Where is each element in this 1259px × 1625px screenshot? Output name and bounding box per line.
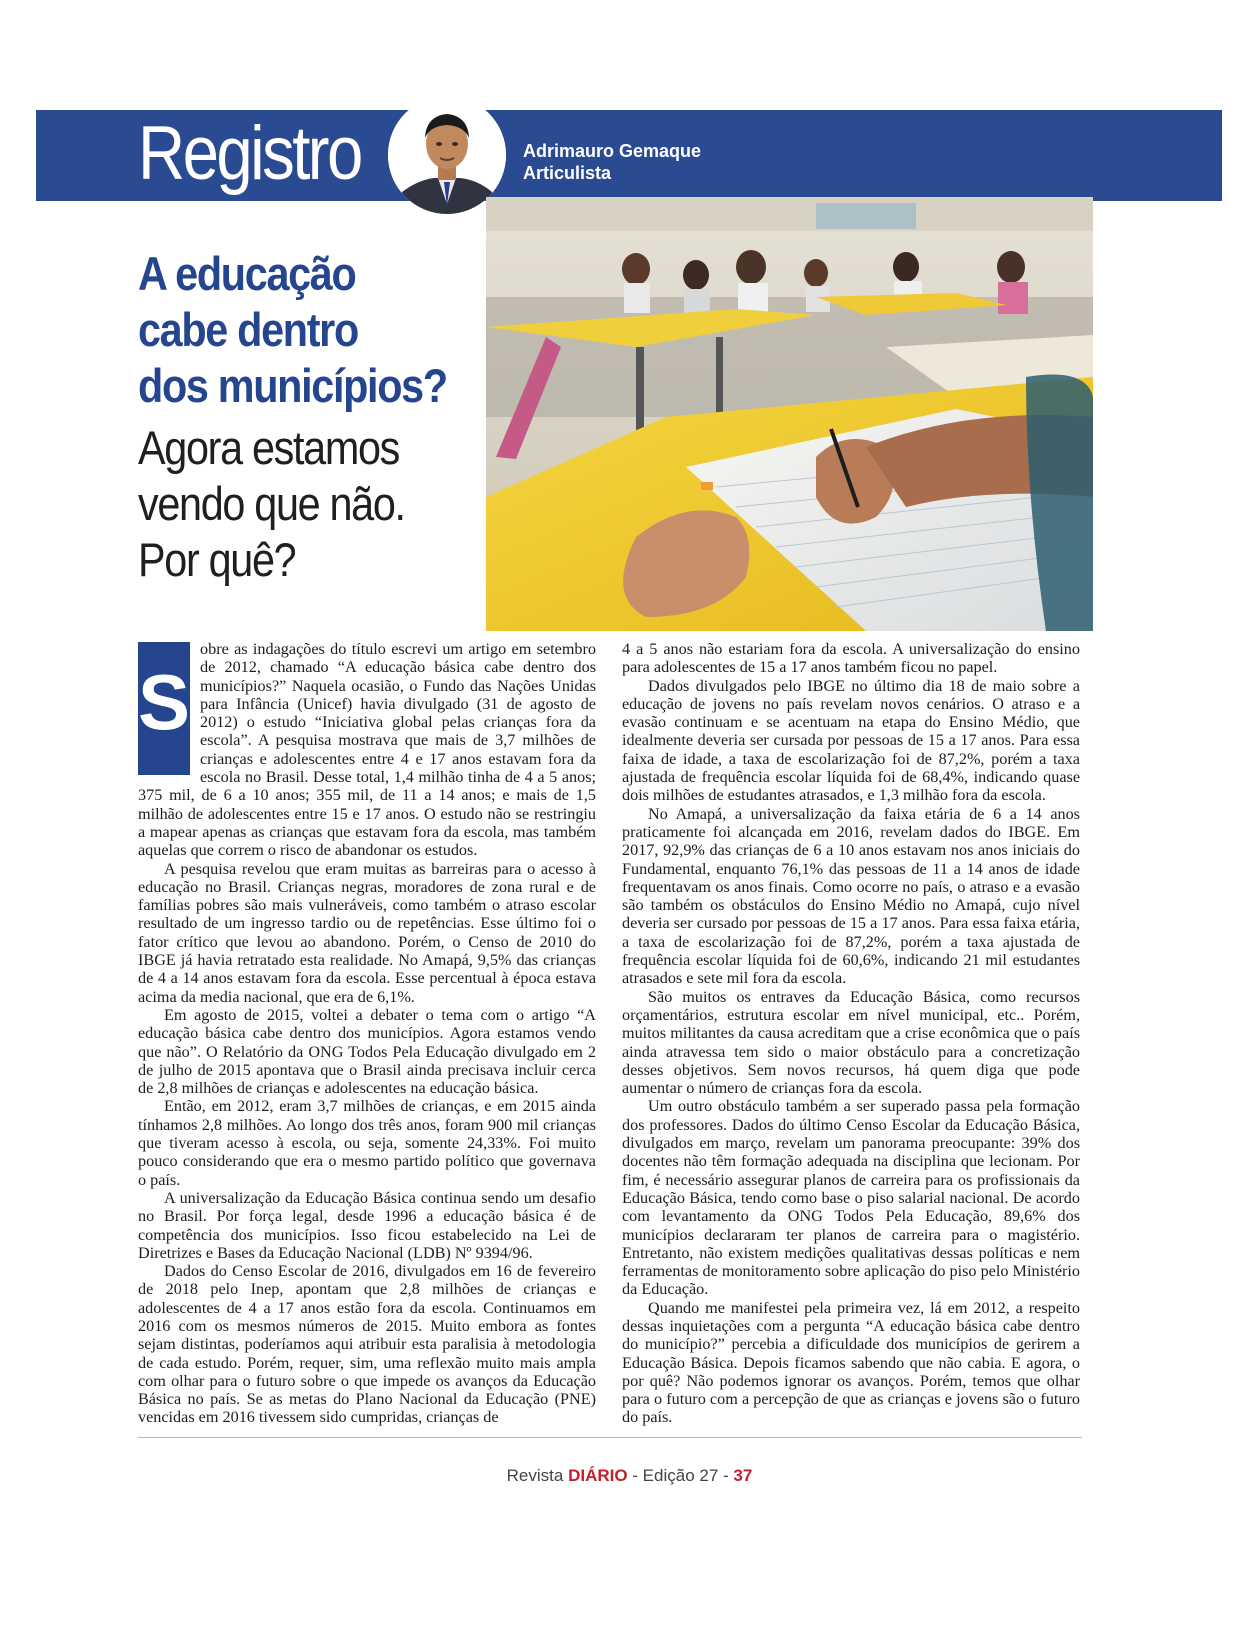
headline-line: A educação [138,247,356,300]
article-paragraph: Dados divulgados pelo IBGE no último dia 18 de maio sobre a educação de jovens no país revelam novos cenários. O atraso e a evasão continuam e se acentuam na etapa do Ensino Médio, que idealmente deveria ser cursada por pessoas de 15 a 17 anos. Para essa faixa de idade, a taxa de escolarização foi de 87,2%, porém a taxa ajustada de frequência escolar líquida foi de 68,4%, indicando quase dois milhões de estudantes atrasados, e 1,3 milhão fora da escola. [622,676,1080,805]
article-paragraph: A universalização da Educação Básica continua sendo um desafio no Brasil. Por força legal, desde 1996 a educação básica é de competência dos municípios. Isso ficou estabelecido na Lei de Diretrizes e Bases da Educação Nacional (LDB) Nº 9394/96. [138,1188,596,1262]
article-column-left [138,640,596,1427]
page-number: 37 [733,1466,753,1485]
author-name: Adrimauro Gemaque [523,141,702,161]
article-paragraph: 4 a 5 anos não estariam fora da escola. A universalização do ensino para adolescentes de 15 a 17 anos também ficou no papel. [622,640,1080,677]
article-column-right [622,640,1080,1427]
article-paragraph: Dados do Censo Escolar de 2016, divulgados em 16 de fevereiro de 2018 pelo Inep, apontam que 2,8 milhões de crianças e adolescentes de 4 a 17 anos estão fora da escola. Continuamos em 2016 com os mesmos números de 2015. Muito embora as fontes sejam distintas, poderíamos aqui atribuir esta paralisia à metodologia de cada estudo. Porém, requer, sim, uma reflexão muito mais ampla com olhar para o futuro sobre o que impede os avanços da Educação Básica no país. Se as metas do Plano Nacional da Educação (PNE) vencidas em 2016 tivessem sido cumpridas, crianças de [138,1262,596,1427]
subheadline-line: vendo que não. [138,477,405,530]
author-role: Articulista [523,163,612,183]
headline-line: cabe dentro [138,303,358,356]
subheadline-line: Por quê? [138,533,296,586]
headline-line: dos municípios? [138,359,447,412]
article-paragraph: São muitos os entraves da Educação Básica, como recursos orçamentários, estrutura escolar em nível municipal, etc.. Porém, muitos militantes da causa acreditam que a crise econômica que o país ainda atravessa tem sido o maior obstáculo para a concretização desses objetivos. Sem novos recursos, há quem diga que pode aumentar o número de crianças fora da escola. [622,987,1080,1098]
classroom-photo [486,197,1093,631]
footer-divider [138,1437,1082,1438]
classroom-photo-image [486,197,1093,631]
section-title: Registro [138,111,361,196]
headline [138,246,498,588]
article-paragraph: Então, em 2012, eram 3,7 milhões de crianças, e em 2015 ainda tínhamos 2,8 milhões. Ao longo dos três anos, foram 900 mil crianças que tiveram acesso à escola, ou seja, somente 24,33%. Foi muito pouco considerando que era o mesmo partido político que governava o país. [138,1097,596,1189]
article-paragraph: obre as indagações do título escrevi um artigo em setembro de 2012, chamado “A educação básica cabe dentro dos municípios?” Naquela ocasião, o Fundo das Nações Unidas para Infância (Unicef) havia divulgado (31 de agosto de 2012) o estudo “Iniciativa global pelas crianças fora da escola”. A pesquisa mostrava que mais de 3,7 milhões de crianças e adolescentes entre 4 e 17 anos estavam fora da escola no Brasil. Desse total, 1,4 milhão tinha de 4 a 5 anos; 375 mil, de 6 a 10 anos; 355 mil, de 11 a 14 anos; e mais de 1,5 milhão de adolescentes entre 15 e 17 anos. O estudo não se restringiu a mapear apenas as crianças que estavam fora da escola, mas também aquelas que correm o risco de abandonar os estudos. [138,640,596,860]
page-footer [0,1466,1259,1486]
article-paragraph: Em agosto de 2015, voltei a debater o tema com o artigo “A educação básica cabe dentro dos municípios. Agora estamos vendo que não”. O Relatório da ONG Todos Pela Educação divulgado em 2 de julho de 2015 apontava que o Brasil ainda precisava incluir cerca de 2,8 milhões de crianças e adolescentes na educação básica. [138,1005,596,1098]
footer-edition: - Edição 27 - [627,1466,734,1485]
footer-brand: DIÁRIO [568,1466,628,1485]
article-paragraph: No Amapá, a universalização da faixa etária de 6 a 14 anos praticamente foi alcançada em 2016, revelam dados do IBGE. Em 2017, 92,9% das crianças de 6 a 10 anos estavam nos anos iniciais do Fundamental, enquanto 76,1% das pessoas de 11 a 14 anos de idade frequentavam os anos finais. Como ocorre no país, o atraso e a evasão são também os obstáculos do Ensino Médio no Amapá, cujo nível deveria ser cursado por pessoas de 15 a 17 anos. Para essa faixa etária, a taxa de escolarização foi de 87,2%, porém a taxa ajustada de frequência escolar líquida foi de 60,6%, indicando 21 mil estudantes atrasados e sete mil fora da escola. [622,804,1080,988]
article-paragraph: A pesquisa revelou que eram muitas as barreiras para o acesso à educação no Brasil. Crianças negras, moradores de zona rural e de famílias pobres são mais vulneráveis, como também o atraso escolar resultado de um ingresso tardio ou de repetências. Esse último foi o fator crítico que levou ao abandono. Porém, o Censo de 2010 do IBGE já havia retratado esta realidade. No Amapá, 9,5% das crianças de 4 a 14 anos estavam fora da escola. Esse percentual à época estava acima da media nacional, que era de 6,1%. [138,859,596,1006]
drop-cap: S [138,642,190,775]
article-paragraph: Um outro obstáculo também a ser superado passa pela formação dos professores. Dados do último Censo Escolar da Educação Básica, divulgados em março, revelam um panorama preocupante: 39% dos docentes não têm formação adequada na disciplina que lecionam. Por fim, é necessário assegurar planos de carreira para os profissionais da Educação Básica, tendo como base o piso salarial nacional. De acordo com levantamento da ONG Todos Pela Educação, 89,6% dos municípios declararam ter planos de carreira para o magistério. Entretanto, não existem medições qualitativas dessas políticas e nem ferramentas de monitoramento sobre aplicação do piso pelo Ministério da Educação. [622,1097,1080,1299]
subheadline-line: Agora estamos [138,421,400,474]
article-paragraph: Quando me manifestei pela primeira vez, lá em 2012, a respeito dessas inquietações com a pergunta “A educação básica cabe dentro do município?” percebia a dificuldade dos municípios de gerirem a Educação Básica. Depois ficamos sabendo que não cabia. E agora, o por quê? Não podemos ignorar os avanços. Porém, temos que olhar para o futuro com a percepção de que as crianças e jovens são o futuro do país. [622,1298,1080,1427]
footer-prefix: Revista [506,1466,569,1485]
